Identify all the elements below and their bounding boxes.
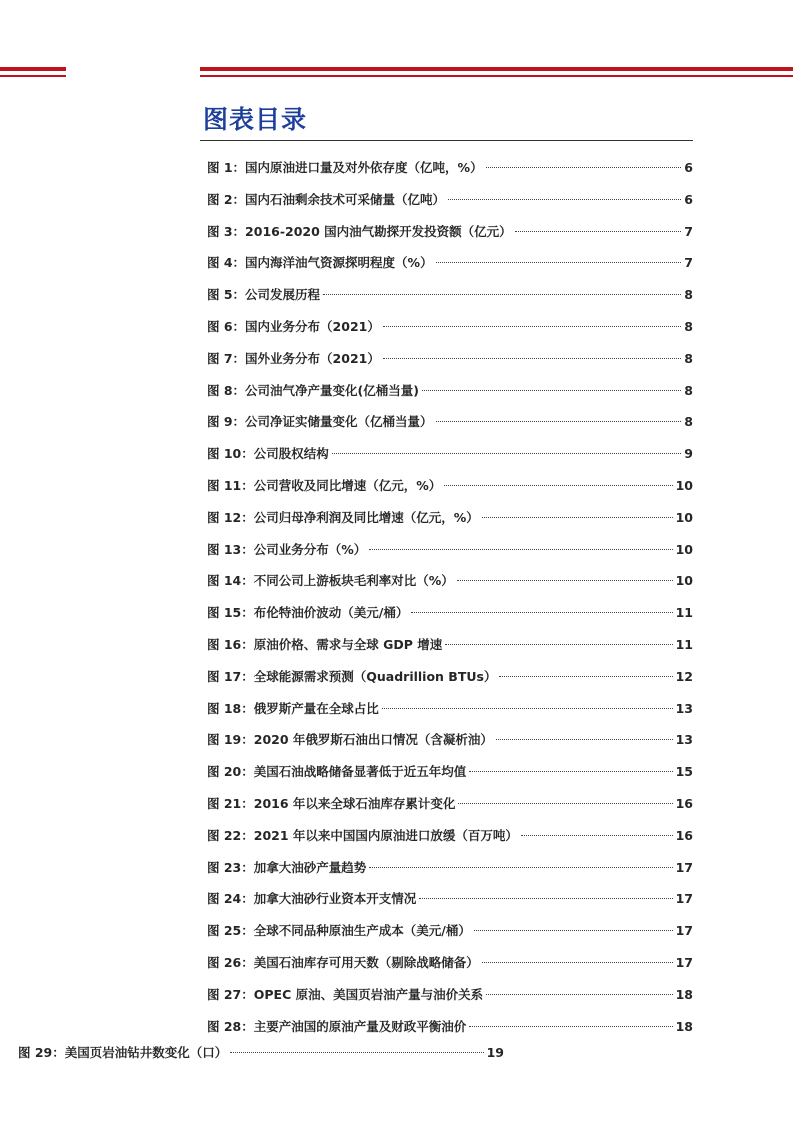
- toc-entry-page: 12: [675, 668, 693, 684]
- toc-entry[interactable]: [207, 979, 693, 1011]
- toc-entry-page: 17: [675, 891, 693, 907]
- toc-leader-dots: [230, 1052, 483, 1053]
- toc-leader-dots: [411, 612, 672, 613]
- toc-entry[interactable]: [207, 788, 693, 820]
- toc-entry-label: 图 14：不同公司上游板块毛利率对比（%）: [207, 573, 454, 589]
- toc-entry[interactable]: [207, 247, 693, 279]
- toc-entry-label: 图 7：国外业务分布（2021）: [207, 350, 380, 366]
- toc-leader-dots: [474, 930, 673, 931]
- toc-entry[interactable]: [207, 470, 693, 502]
- toc-leader-dots: [444, 485, 672, 486]
- toc-leader-dots: [323, 294, 681, 295]
- toc-entry-page: 13: [675, 732, 693, 748]
- toc-entry-label: 图 16：原油价格、需求与全球 GDP 增速: [207, 636, 443, 652]
- toc-leader-dots: [436, 421, 682, 422]
- toc-entry-page: 8: [684, 382, 693, 398]
- title-divider: [200, 140, 693, 141]
- toc-entry-label: 图 3：2016-2020 国内油气勘探开发投资额（亿元）: [207, 223, 512, 239]
- toc-entry-page: 11: [675, 636, 693, 652]
- toc-entry[interactable]: [207, 820, 693, 852]
- toc-leader-dots: [445, 644, 672, 645]
- toc-entry[interactable]: [207, 756, 693, 788]
- toc-entry-page: 7: [684, 223, 693, 239]
- toc-entry[interactable]: [207, 216, 693, 248]
- header-rule-left-thick: [0, 67, 66, 71]
- toc-leader-dots: [486, 167, 682, 168]
- toc-entry-label: 图 24：加拿大油砂行业资本开支情况: [207, 891, 417, 907]
- toc-entry-page: 9: [684, 446, 693, 462]
- toc-entry-label: 图 27：OPEC 原油、美国页岩油产量与油价关系: [207, 986, 484, 1002]
- toc-leader-dots: [458, 803, 672, 804]
- toc-entry-page: 7: [684, 255, 693, 271]
- toc-entry-label: 图 23：加拿大油砂产量趋势: [207, 859, 367, 875]
- toc-entry-page: 8: [684, 318, 693, 334]
- toc-entry-page: 18: [675, 1018, 693, 1034]
- toc-entry-label: 图 11：公司营收及同比增速（亿元，%）: [207, 477, 442, 493]
- toc-entry-label: 图 13：公司业务分布（%）: [207, 541, 367, 557]
- toc-entry-label: 图 28：主要产油国的原油产量及财政平衡油价: [207, 1018, 467, 1034]
- toc-leader-dots: [515, 231, 682, 232]
- toc-entry[interactable]: [207, 947, 693, 979]
- toc-leader-dots: [436, 262, 682, 263]
- toc-leader-dots: [499, 676, 672, 677]
- toc-entry-label: 图 26：美国石油库存可用天数（剔除战略储备）: [207, 954, 479, 970]
- toc-entry-page: 16: [675, 827, 693, 843]
- toc-entry[interactable]: [207, 915, 693, 947]
- header-rule-right-thin: [200, 75, 793, 77]
- toc-leader-dots: [496, 739, 673, 740]
- toc-leader-dots: [521, 835, 673, 836]
- toc-entry-page: 17: [675, 859, 693, 875]
- toc-leader-dots: [448, 199, 681, 200]
- toc-entry-page: 11: [675, 605, 693, 621]
- page-title: 图表目录: [203, 105, 308, 134]
- toc-entry-page: 17: [675, 954, 693, 970]
- toc-list: [207, 152, 693, 1042]
- toc-entry-label: 图 20：美国石油战略储备显著低于近五年均值: [207, 764, 467, 780]
- toc-entry-label: 图 6：国内业务分布（2021）: [207, 318, 380, 334]
- toc-entry-page: 8: [684, 350, 693, 366]
- toc-entry[interactable]: [207, 565, 693, 597]
- toc-entry-page: 6: [684, 191, 693, 207]
- toc-entry[interactable]: [207, 534, 693, 566]
- toc-entry-page: 18: [675, 986, 693, 1002]
- toc-entry-page: 8: [684, 414, 693, 430]
- toc-entry-page: 17: [675, 923, 693, 939]
- header-rule-right-thick: [200, 67, 793, 71]
- toc-leader-dots: [422, 390, 681, 391]
- toc-entry-label: 图 4：国内海洋油气资源探明程度（%）: [207, 255, 433, 271]
- toc-leader-dots: [457, 580, 673, 581]
- toc-entry-label: 图 17：全球能源需求预测（Quadrillion BTUs）: [207, 668, 497, 684]
- toc-entry[interactable]: [207, 629, 693, 661]
- toc-entry-page: 10: [675, 509, 693, 525]
- toc-entry-page: 16: [675, 795, 693, 811]
- toc-entry-label: 图 22：2021 年以来中国国内原油进口放缓（百万吨）: [207, 827, 518, 843]
- toc-entry[interactable]: [18, 1037, 504, 1069]
- header-rule-left-thin: [0, 75, 66, 77]
- toc-entry[interactable]: [207, 184, 693, 216]
- toc-leader-dots: [369, 549, 672, 550]
- toc-entry-label: 图 25：全球不同品种原油生产成本（美元/桶）: [207, 923, 471, 939]
- toc-entry-label: 图 29：美国页岩油钻井数变化（口）: [18, 1045, 228, 1060]
- toc-entry-label: 图 8：公司油气净产量变化(亿桶当量): [207, 382, 419, 398]
- toc-leader-dots: [369, 867, 672, 868]
- toc-entry-page: 8: [684, 287, 693, 303]
- toc-entry-label: 图 21：2016 年以来全球石油库存累计变化: [207, 795, 456, 811]
- toc-entry-page: 19: [486, 1045, 504, 1060]
- toc-leader-dots: [469, 1026, 672, 1027]
- toc-leader-dots: [419, 898, 672, 899]
- toc-entry-page: 6: [684, 160, 693, 175]
- toc-entry-label: 图 5：公司发展历程: [207, 287, 321, 303]
- toc-entry[interactable]: [207, 852, 693, 884]
- toc-entry-label: 图 9：公司净证实储量变化（亿桶当量）: [207, 414, 433, 430]
- toc-leader-dots: [469, 771, 672, 772]
- toc-entry[interactable]: [207, 724, 693, 756]
- toc-leader-dots: [482, 517, 673, 518]
- toc-entry[interactable]: [207, 597, 693, 629]
- toc-entry[interactable]: [207, 661, 693, 693]
- toc-entry[interactable]: [207, 502, 693, 534]
- toc-entry[interactable]: [207, 279, 693, 311]
- toc-leader-dots: [482, 962, 673, 963]
- toc-leader-dots: [486, 994, 672, 995]
- toc-entry-label: 图 19：2020 年俄罗斯石油出口情况（含凝析油）: [207, 732, 493, 748]
- toc-leader-dots: [383, 358, 681, 359]
- toc-entry-page: 10: [675, 573, 693, 589]
- toc-entry-label: 图 1：国内原油进口量及对外依存度（亿吨，%）: [207, 160, 483, 175]
- toc-leader-dots: [382, 708, 673, 709]
- toc-entry-page: 10: [675, 477, 693, 493]
- toc-entry-page: 13: [675, 700, 693, 716]
- toc-entry-page: 15: [675, 764, 693, 780]
- toc-leader-dots: [332, 453, 682, 454]
- toc-entry[interactable]: [207, 883, 693, 915]
- toc-entry-label: 图 2：国内石油剩余技术可采储量（亿吨）: [207, 191, 446, 207]
- toc-entry[interactable]: [207, 152, 693, 184]
- toc-entry[interactable]: [207, 311, 693, 343]
- toc-entry[interactable]: [207, 693, 693, 725]
- toc-entry-label: 图 12：公司归母净利润及同比增速（亿元，%）: [207, 509, 479, 525]
- toc-entry[interactable]: [207, 375, 693, 407]
- toc-entry[interactable]: [207, 438, 693, 470]
- toc-entry[interactable]: [207, 406, 693, 438]
- toc-entry-label: 图 18：俄罗斯产量在全球占比: [207, 700, 379, 716]
- toc-entry-label: 图 10：公司股权结构: [207, 446, 329, 462]
- toc-entry-page: 10: [675, 541, 693, 557]
- toc-entry-label: 图 15：布伦特油价波动（美元/桶）: [207, 605, 409, 621]
- toc-leader-dots: [383, 326, 681, 327]
- toc-entry[interactable]: [207, 343, 693, 375]
